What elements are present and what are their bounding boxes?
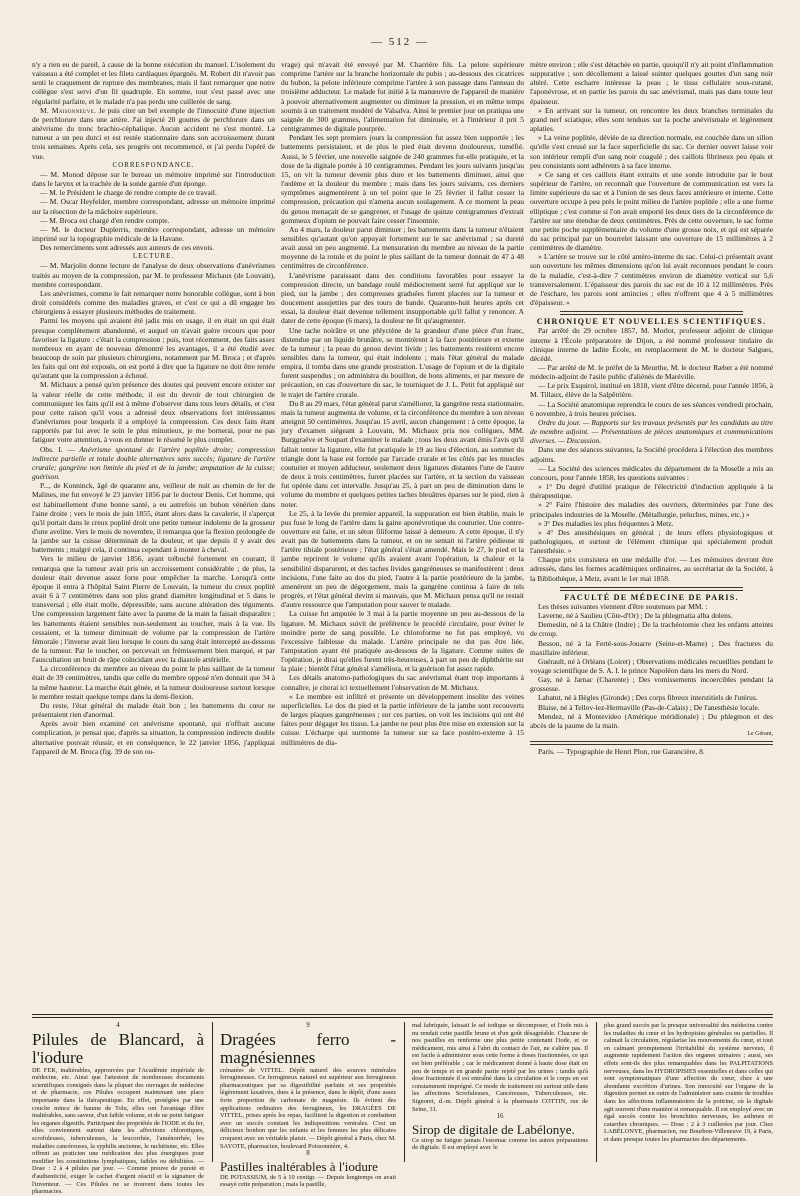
paragraph: Le 25, à la levée du premier appareil, la suppuration est bien établie, mais le pus fuse le long de l'artère dans la gaine aponévrotique du couturier. Une contre-ouverture est faite, et un séton filiforme laissé à demeure. A cette époque, il n'y avait pas de battements dans la tumeur, et on ne sentait ni l'artère pédieuse ni l'artère tibiale postérieure ; l'état général s'était amendé. Mais le 27, le pied et la jambe reprirent le volume qu'ils avaient avant l'opération, la chaleur et la sensibilité disparurent, et des taches livides gangréneuses se manifestèrent : deux incisions, l'une faite au dos du pied, l'autre à la partie postérieure de la jambe, amenèrent un peu de dégorgement, mais la gangrène continua à faire de tels progrès, et l'état général devint si mauvais, que M. Michaux pensa qu'il ne restait d'autre ressource que l'amputation pour sauver le malade. xyxy=(281,508,524,610)
ad-title: Sirop de digitale de Labélonye. xyxy=(412,1121,575,1137)
ad-separator xyxy=(212,1022,213,1162)
paragraph: » En arrivant sur la tumeur, on rencontre les deux branches terminales du grand nerf sciatique, elles sont tendues sur la poche anévrismale et légèrement aplaties. xyxy=(530,105,773,134)
section-heading: CHRONIQUE ET NOUVELLES SCIENTIFIQUES. xyxy=(536,317,767,327)
paragraph: Du 8 au 29 mars, l'état général parut s'améliorer, la gangrène resta stationnaire, mais la tumeur augmenta de volume, et la circonférence du membre à son niveau atteignit 50 centimètres. Jusqu'au 15 avril, aucun changement : à cette époque, la jury d'examen siégeant à Louvain, M. Michaux pria nos collègues, MM. Burggraëve et Soupart d'examiner le malade ; tous les deux avant émis l'avis qu'il fallait tenter la ligature, elle fut pratiquée le 19 au lieu d'élection, au sommet du triangle dont la base est formée par l'arcade crurale et les côtés par les muscles couturier et moyen adducteur, seulement deux ligatures distantes l'une de l'autre de deux à trois centimètres, furent placées sur l'artère, et la section du vaisseau fut opérée dans cet intervalle. Jusqu'au 25, à part un peu de diminution dans le volume du membre et quelques petites taches bleuâtres éparses sur le pied, rien à noter. xyxy=(281,398,524,509)
paragraph: — M. le Président le charge de rendre compte de ce travail. xyxy=(40,188,217,198)
paragraph: Pendant les sept premiers jours la compression fut assez bien supportée ; les battements persistaient, et de plus le pied était devenu douloureux, tuméfié. Aussi, le 5 février, une nouvelle saignée de 240 grammes fut-elle pratiquée, et la dose de la digitale portée à 10 centigrammes. Pendant les jours suivants jusqu'au 15, on vit la tumeur devenir plus dure et les battements diminuer, ainsi que l'œdème et la douleur du membre ; mais dans les jours suivants, ces derniers symptômes augmentèrent à un tel point que le 25 février il fallut cesser la compression, précaution qui n'amena aucun soulagement. A ce moment la peau du genou menaçait de se gangrener, et l'usage de quinze centigrammes d'extrait gommeux d'opium ne pouvait faire cesser l'insomnie. xyxy=(281,133,524,225)
paragraph: Guérault, né à Orléans (Loiret) ; Observations médicales recueillies pendant le voyage scientifique de S. A. I. le prince Napoléon dans les mers du Nord. xyxy=(530,656,773,675)
paragraph: — M. Marjolin donne lecture de l'analyse de deux observations d'anévrismes traités au moyen de la compression, par M. le professeur Michaux (de Louvain), membre correspondant. xyxy=(32,261,275,289)
divider xyxy=(530,741,773,745)
ad-body: DE FER, inaltérables, approuvées par l'Académie impériale de médecine, etc. Ainsi que l'attestent de nombreuses documents scientifiques consignés dans la plupart des ouvrages de médecine et de pharmacie, ces Pilules occupent maintenant une place importante dans la thérapeutique. En effet, protégées par une couche mince de baume de Tolu, elles ont l'avantage d'être inaltérables, sans saveur, d'un faible volume, et de ne point fatiguer les organes digestifs. Participant des propriétés de l'IODE et du fer, elles conviennent surtout dans les affections chlorotiques, scrofuleuses, tuberculeuses, la leucorrhée, l'aménorrhée, les maladies cancéreuses, la syphilis ancienne, le rachitisme, etc. Elles offrent au praticien une médication des plus énergiques pour modifier les constitutions lymphatiques, faibles ou débilitées. — Dose : 2 à 4 pilules par jour. — Comme preuve de pureté et d'authenticité, exiger le cachet d'argent réactif et la signature de l'inventeur. — Ces Pilules ne se trouvent dans toutes les pharmacies. xyxy=(32,1066,204,1196)
divider xyxy=(560,311,743,315)
paragraph: Demeslin, né à la Châtre (Indre) ; De la trachéotomie chez les enfants atteints de croup. xyxy=(530,620,773,639)
paragraph xyxy=(32,106,275,161)
paragraph: La cuisse fut amputée le 3 mai à la partie moyenne un peu au-dessous de la ligature. M. Michaux suivit de préférence le procédé circulaire, pour éviter le moindre perte de sang possible. Le chloroforme ne fut pas employé, vu l'excessive faiblesse du malade. L'artère principale ne dut pas être liée, l'amputation ayant été pratiquée au-dessous de la ligature. Comme suites de l'opération, je dirai qu'elles furent très-heureuses, à part un peu de diphthérite sur la plaie ; bientôt l'état général s'améliora, et la guérison fut assez rapide. xyxy=(281,609,524,674)
ad-number: 8 xyxy=(306,1149,310,1158)
ad-body: crénatées de VITTEL. Dépôt naturel des sources minérales ferrugineuses. Ce ferrugineux naturel est supérieur aux ferrugineux pharmaceutiques par sa digestibilité parfaite et ses propriétés légèrement laxatives, dues à la présence, dans le dépôt, d'une assez forte proportion de carbonate de magnésie. Ils évitent des applications ordinaires des ferrugineux, les DRAGÉES DE VITTEL, prises après les repas, facilitent la digestion et combattent avec un succès constant les indispositions ventrales. C'est un délicieux bonbon que les enfants et les femmes les plus délicates croquent avec un véritable plaisir. — Dépôt général à Paris, chez M. SAYOTE, pharmacien, boulevard Poissonnière, 4. xyxy=(220,1066,396,1150)
column-1 xyxy=(32,60,275,1000)
ads-top-rule-2 xyxy=(32,1017,773,1018)
speaker-name: M. Maisonneuve. xyxy=(40,105,97,115)
ad-number: 4 xyxy=(116,1021,120,1029)
paragraph: — Le prix Esquirol, institué en 1818, vient d'être décerné, pour l'année 1856, à M. Tillaux, élève de la Salpêtrière. xyxy=(530,381,773,400)
paragraph xyxy=(530,418,773,445)
paragraph: » L'artère se trouve sur le côté antéro-interne du sac. Celui-ci présentait avant son ouverture les mêmes dimensions qu'on lui avait reconnues pendant le cours de la maladie, c'est-à-dire 7 centimètres environ de diamètre vertical sur 5,6 transversalement. L'épaisseur des parois du sac est de 10 à 12 millimètres. Près de l'eschare, les parois sont amincies ; elles n'offrent que 4 à 5 millimètres d'épaisseur. » xyxy=(530,252,773,308)
observation-title xyxy=(32,445,275,482)
paragraph: vrage) qui m'avait été envoyé par M. Charrière fils. La pelote supérieure comprime l'artère sur la branche horizontale du pubis ; au-dessous des cicatrices du bubon, la pelote inférieure comprime l'artère à son passage dans l'anneau du troisième adducteur. Le malade fut initié à la manœuvre de l'appareil de manière à pouvoir alternativement augmenter ou diminuer la pression, et en même temps soumis à un traitement modéré de Valsalva. Ainsi le premier jour on pratiqua une saignée de 300 grammes, l'alimentation fut diminuée, et à l'intérieur il prit 5 centigrammes de digitale pourprée. xyxy=(281,60,524,134)
paragraph: » La veine poplitée, déviée de sa direction normale, est couchée dans un sillon qu'elle s'est creusé sur la face superficielle du sac. Ce dernier ouvert laisse voir son intérieur rempli d'un sang noir coagulé ; des caillots fibrineux peu épais et peu consistants sont adhérents à sa face interne. xyxy=(530,133,773,170)
divider xyxy=(560,587,743,591)
ad-title: Pastilles inaltérables à l'iodure xyxy=(220,1158,378,1174)
paragraph: n'y a rien eu de pareil, à cause de la bonne exécution du manuel. L'isolement du vaisseau a été complet et les filets cardiaques épargnés. M. Robert dit n'avoir pas senti le craquement de rupture des membranes, mais il faut remarquer que notre collègue s'est servi d'un fil quadruple. En somme, tout s'est passé avec une régularité parfaite, et le malade n'a pas perdu une cuillerée de sang. xyxy=(32,60,275,106)
ad-body: plus grand succès par la presque universalité des médecins contre les maladies du cœur et les hydropisies générales ou partielles. Il calmait la circulation, régularise les mouvements du cœur, et tout en calmant promptement l'irritabilité du système nerveux, il augmente rapidement l'action des organes urinaires ; aussi, ses effets sont-ils des plus remarquables dans les PALPITATIONS nerveuses, dans les HYDROPISIES essentielles et dans celles qui sont symptomatiques d'une affection du cœur, chez à une abondante excrétion d'urines. Son innocuité sur l'organe de la digestion permet en outre de l'administrer sans crainte de troubles dans les affections inflammatoires de la poitrine, où la digitale agit souvent d'une manière si remarquable. Il est employé avec un égal succès contre les bronchites nerveuses, les asthmes et catarrhes chroniques. — Dose : 2 à 3 cuillerées par jour. Chez LABÉLONYE, pharmacien, rue Bourbon-Villeneuve 19, à Paris, et dans presque toutes les pharmacies des départements. xyxy=(604,1022,773,1143)
page-header xyxy=(0,36,800,48)
paragraph: — M. Broca est chargé d'en rendre compte. xyxy=(40,215,170,225)
paragraph: Les anévrismes, comme le fait remarquer notre honorable collègue, sont à bon droit considérés comme des maladies graves, et c'est ce qui a dû engager les chirurgiens à essayer plusieurs méthodes de traitement. xyxy=(32,288,275,317)
ad-body: mal fabriquée, laissait le sel iodique se décomposer, et l'iode mis à nu rendait cette pastille brune et d'un goût désagréable. Chacune de nos pastilles en renferme une plus petite contenant l'iode, et ce médicament, mis ainsi à l'abri du contact de l'air, ne s'altère pas. Il est facile à administrer sous cette forme à doses fractionnées, ce qui est bien préférable ; car le médicament donné à haute dose était en peu de temps et en grande partie rejeté par les urines ; tandis qu'à dose fractionnée il est entraîné dans la circulation et le corps en est constamment imprégné. Ce mode de traitement est surtout utile dans les affections Scrofuleuses, Cancéreuses, Tuberculeuses, etc. Signoret, d.-m. Dépôt général à la pharmacie COTTIN, rue de Seine, 31. xyxy=(412,1022,588,1113)
ad-title: Dragées ferro - magnésiennes xyxy=(220,1029,396,1067)
ad-title: Pilules de Blancard, à l'iodure xyxy=(32,1029,204,1067)
paragraph-text: Je puis citer un bel exemple de l'innocuité d'une injection de perchlorure dans une artère. J'ai injecté 20 gouttes de perchlorure dans un anévrisme du tronc brachio-céphalique. Aucun accident ne s'est montré. La tumeur a un peu durci et est restée stationnaire dans son accroissement durant trois semaines. Après cela, ses progrès ont recommencé, et j'ai perdu l'opéré de vue. xyxy=(32,105,276,161)
paragraph: Parmi les moyens qui avaient été jadis mis en usage, il en était un qui était presque complètement abandonné, et auquel on n'avait guère recours que pour favoriser la ligature : c'était la compression ; puis, tout récemment, des faits assez nombreux en ayant de nouveau démontré les avantages, il a été étudié avec beaucoup de soin par plusieurs chirurgiens, notamment par M. Broca ; et d'après les faits qui ont été exposés, on est porté à dire que la ligature ne doit être tentée qu'autant que la compression a échoué. xyxy=(32,316,275,381)
paragraph: Chaque prix consistera en une médaille d'or. — Les mémoires devront être adressés, dans les formes académiques ordinaires, au secrétariat de la Société, à la Bibliothèque, à Metz, avant le 1er mai 1858. xyxy=(530,555,773,583)
paragraph: Les détails anatomo-pathologiques du sac anévrismal étant trop importants à connaître, je citerai ici textuellement l'observation de M. Michaux. xyxy=(281,673,524,692)
paragraph: Au 4 mars, la douleur parut diminuer ; les battements dans la tumeur n'étaient sensibles qu'autant qu'on appuyait fortement sur le sac anévrismal ; sa dureté avait aussi un peu augmenté. La mensuration du membre au niveau de la partie moyenne de la rotule et du point le plus saillant de la tumeur donnait de 47 à 48 centimètres de circonférence. xyxy=(281,224,524,271)
paragraph: — M. le docteur Duplerris, membre correspondant, adresse un mémoire imprimé sur la topographie médicale de la Havane. xyxy=(32,224,275,243)
printer-line: Paris. — Typographie de Henri Plon, rue Garancière, 8. xyxy=(538,747,705,757)
paragraph-text: Ordre du jour. — Rapports sur les travaux présentés par les candidats au titre de membre adjoint. — Présentations de pièces anatomiques et communications diverses. — Discussion. xyxy=(530,417,773,446)
section-heading: FACULTÉ DE MÉDECINE DE PARIS. xyxy=(564,592,739,602)
section-heading: CORRESPONDANCE. xyxy=(112,160,195,169)
paragraph: P..., de Konninck, âgé de quarante ans, veilleur de nuit au chemin de fer de Malines, me fut envoyé le 23 janvier 1856 par le docteur Denis. Cet homme, qui est habituellement d'une bonne santé, a eu autrefois un bubon vénérien dans l'aine droite ; vers le mois de juin 1855, étant alors dans la cavalerie, il s'aperçut qu'il portait dans le creux poplité droit une petite tumeur indolente de la grosseur d'une aveline. Vers le mois de novembre, il remarqua que la flexion prolongée de la jambe sur la cuisse déterminait de la douleur, et que depuis il y avait des battements ; malgré cela, il continua cependant à monter à cheval. xyxy=(32,481,275,555)
ad-number: 16 xyxy=(496,1112,504,1121)
paragraph: — M. Oscar Heyfelder, membre correspondant, adresse un mémoire imprimé sur la résection de la mâchoire supérieure. xyxy=(32,197,275,216)
paragraph: Par arrêté du 29 octobre 1857, M. Morlot, professeur adjoint de clinique interne à l'École préparatoire de Dijon, a été nommé professeur titulaire de clinique interne de ladite École, en remplacement de M. le docteur Salgues, décédé. xyxy=(530,326,773,363)
ad-separator xyxy=(596,1022,597,1162)
paragraph: Mendez, né à Montevideo (Amérique méridionale) ; Du phlegmon et des abcès de la paume de la main. xyxy=(530,711,773,730)
paragraph: Une tache noirâtre et une phlyctène de la grandeur d'une pièce d'un franc, distendue par un liquide brunâtre, se montrèrent à la face postérieure et externe de la tumeur ; la peau du genou devint livide ; les battements restèrent encore sensibles dans la tumeur, qui était indolente ; mais l'état général du malade empira, il tomba dans une grande prostration. L'usage de l'opium et de la digitale furent suspendus ; on administra du bouillon, de bons aliments, et par mesure de précaution, en cas d'ouverture du sac, le tourniquet de J. L. Petit fut appliqué sur le trajet de l'artère crurale. xyxy=(281,325,524,399)
paragraph: Blaise, né à Tellov-lez-Hermaville (Pas-de-Calais) ; De l'anesthésie locale. xyxy=(538,702,760,712)
paragraph: » 4° Des anesthésiques en général ; de leurs effets physiologiques et pathologiques, et surtout de l'élément chimique qui spécialement produit l'anesthésie. » xyxy=(530,527,773,556)
paragraph: — M. Monod dépose sur le bureau un mémoire imprimé sur l'introduction dans le larynx et la trachée de la sonde garnie d'un éponge. xyxy=(32,169,275,189)
paragraph: — La Société des sciences médicales du département de la Moselle a mis au concours, pour l'année 1858, les questions suivantes : xyxy=(530,463,773,482)
paragraph: Dans une des séances suivantes, la Société procédera à l'élection des membres adjoints. xyxy=(530,445,773,464)
ad-blancard xyxy=(32,1021,204,1196)
ads-top-rule xyxy=(32,1014,773,1015)
ad-body: Ce sirop ne fatigue jamais l'estomac comme les autres préparations de digitale. Il est employé avec le xyxy=(412,1136,588,1152)
section-heading: LECTURE. xyxy=(132,252,175,261)
column-3 xyxy=(530,60,773,1000)
paragraph: » 2° Faire l'histoire des maladies des ouvriers, déterminées par l'une des principales industries de la Moselle. (Métallurgie, peluches, mines, etc.) » xyxy=(530,500,773,519)
paragraph: — Par arrêté de M. le préfet de la Meurthe, M. le docteur Ræber a été nommé médecin-adjoint de l'asile public d'aliénés de Maréville. xyxy=(530,363,773,382)
ad-dragees xyxy=(220,1021,396,1189)
obs-label: Obs. I. — xyxy=(40,444,75,454)
paragraph: » Ce sang et ces caillots étant extraits et une sonde introduite par le bout supérieur de l'artère, on reconnaît que l'ouverture de communication est vers la limite supérieure du sac et à l'union de ses deux faces antérieure et interne. Cette ouverture occupe à peu près le point milieu de l'artère poplitée ; elle a une forme elliptique ; c'est comme si l'on avait emporté les deux tiers de la circonférence de l'artère sur une étendue de deux centimètres. Près de cette ouverture, le sac forme une petite poche supplémentaire du volume d'une grosse noix, et qui est séparée du sac principal par un bourrelet laissant une ouverture de 15 millimètres à 2 centimètres de diamètre. xyxy=(530,169,773,253)
paragraph: » 3° Des maladies les plus fréquentes à Metz. xyxy=(538,518,674,528)
paragraph: Labatut, né à Bègles (Gironde) ; Des corps fibreux interstitiels de l'utérus. xyxy=(538,693,758,703)
paragraph: Des remerciments sont adressés aux auteurs de ces envois. xyxy=(40,243,215,253)
column-2 xyxy=(281,60,524,1000)
paragraph: Les thèses suivantes viennent d'être soutenues par MM. : xyxy=(538,601,708,611)
paragraph: Besson, né à la Ferté-sous-Jouarre (Seine-et-Marne) ; Des fractures du maxillaire inférieur. xyxy=(530,638,773,657)
paragraph: La circonférence du membre au niveau du point le plus saillant de la tumeur était de 39 centimètres, tandis que celle du membre opposé n'en donnait que 34 à la même hauteur. La marche était gênée, et la tumeur douloureuse surtout lorsque le membre restait quelque temps dans la demi-flexion. xyxy=(32,664,275,701)
paragraph: L'anévrisme paraissant dans des conditions favorables pour essayer la compression directe, un bandage roulé médiocrement serré fut appliqué sur le pied, sur la jambe ; des compresses graduées furent placées sur la tumeur et doucement assujetties par des tours de bande. Quarante-huit heures après cet essai, la douleur était devenue tellement insupportable qu'il fallut y renoncer. A dater de cette époque (6 mars), la douleur ne fit qu'augmenter. xyxy=(281,270,524,326)
ad-number: 9 xyxy=(306,1021,310,1029)
ad-labelonye xyxy=(604,1022,773,1162)
paragraph: Gay, né à Jarnac (Charente) ; Des vomissements incoercibles pendant la grossesse. xyxy=(530,675,773,694)
paragraph: M. Michaux a pensé qu'en présence des doutes qui peuvent encore exister sur la valeur réelle de cette méthode, il est du devoir de tout chirurgien de communiquer les faits qu'il est à même d'observer dans tous leurs détails, et c'est pour cette raison qu'il vous a adressé deux observations fort intéressantes d'anévrismes pour lesquels il a employé la compression. Ces deux faits étant rapportés par lui avec le soin le plus minutieux, je me bornerai, pour ne pas fatiguer votre attention, à vous en donner le résumé le plus complet. xyxy=(32,380,275,445)
page-number: — 512 — xyxy=(371,36,429,48)
paragraph: Vers le milieu de janvier 1856, ayant trébuché fortement en courant, il remarqua que la tumeur avait pris un accroissement considérable ; de plus, la douleur était devenue assez forte pour empêcher la marche. Lorsqu'à cette époque il entra à l'hôpital Saint Pierre de Louvain, la tumeur du creux poplité avait 6 à 7 centimètres dans son plus grand diamètre longitudinal et 5 dans le transversal ; elle était molle, dépressible, sans aucune altération des téguments. Une compression largement faite avec la paume de la main la faisait disparaître ; les battements étaient sensibles non-seulement au toucher, mais à la vue. Ils cessaient, et la tumeur diminuait de volume par la compression de l'artère fémorale ; l'inverse avait lieu lorsque le cours du sang était intercepté au-dessous de la tumeur. Par le toucher, on percevait un frémissement bien marqué, et par l'auscultation un bruit de râpe coïncidant avec la diastole artérielle. xyxy=(32,554,275,665)
paragraph: Laverne, né à Saulieu (Côte-d'Or) ; De la phlegmatia alba dolens. xyxy=(538,611,733,621)
paragraph: « Le membre est infiltré et présente un développement insolite des veines superficielles. Le dos du pied et la partie inférieure de la jambe sont recouverts de larges plaques gangréneuses ; sur ces parties, on voit les incisions qui ont été faites pour dégager les tissus. La jambe ne peut plus être mise en extension sur la cuisse. L'écharpe qui surmonte la tumeur sur sa face postéro-externe à 15 millimètres de dia- xyxy=(281,691,524,747)
paragraph: mètre environ ; elle s'est détachée en partie, quoiqu'il n'y ait point d'inflammation suppurative ; son décollement a laissé suinter quelques gouttes d'un sang noir altéré. Cette escharre intéresse la peau ; le tissu cellulaire sous-cutané, l'aponévrose, et en partie les parois du sac anévrismal, mais pas dans toute leur épaisseur. xyxy=(530,60,773,106)
paragraph: Après avoir bien examiné cet anévrisme spontané, qui n'offrait aucune complication, je pensai que, d'après sa situation, la compression indirecte double alternative pouvait réussir, et en conséquence, le 22 janvier 1856, j'appliquai l'appareil de M. Broca (fig. 39 de son ou- xyxy=(32,719,275,756)
advertisements xyxy=(32,1021,773,1196)
ad-body: DE POTASSIUM, de 5 à 10 centigr. — Depuis longtemps on avait essayé cette préparation ; mais la pastille, xyxy=(220,1173,396,1189)
paragraph: Du reste, l'état général du malade était bon ; les battements du cœur ne présentaient rien d'anormal. xyxy=(32,700,275,720)
signature: Le Gérant, xyxy=(747,731,773,738)
ad-iodure-sirop xyxy=(412,1022,588,1162)
paragraph: — La Société anatomique reprendra le cours de ses séances vendredi prochain, 6 novembre, à trois heures précises. xyxy=(530,399,774,418)
obs-text: Anévrisme spontané de l'artère poplitée droite; compression indirecte partielle et totale double alternatives sans succès; ligature de l'artère crurale; gangrène non limitée du pied et de la jambe; amputation de la cuisse; guérison. xyxy=(32,444,275,482)
paragraph: » 1° Du degré d'utilité pratique de l'électricité d'induction appliquée à la thérapeutique. xyxy=(530,482,773,501)
ad-separator xyxy=(404,1022,405,1162)
